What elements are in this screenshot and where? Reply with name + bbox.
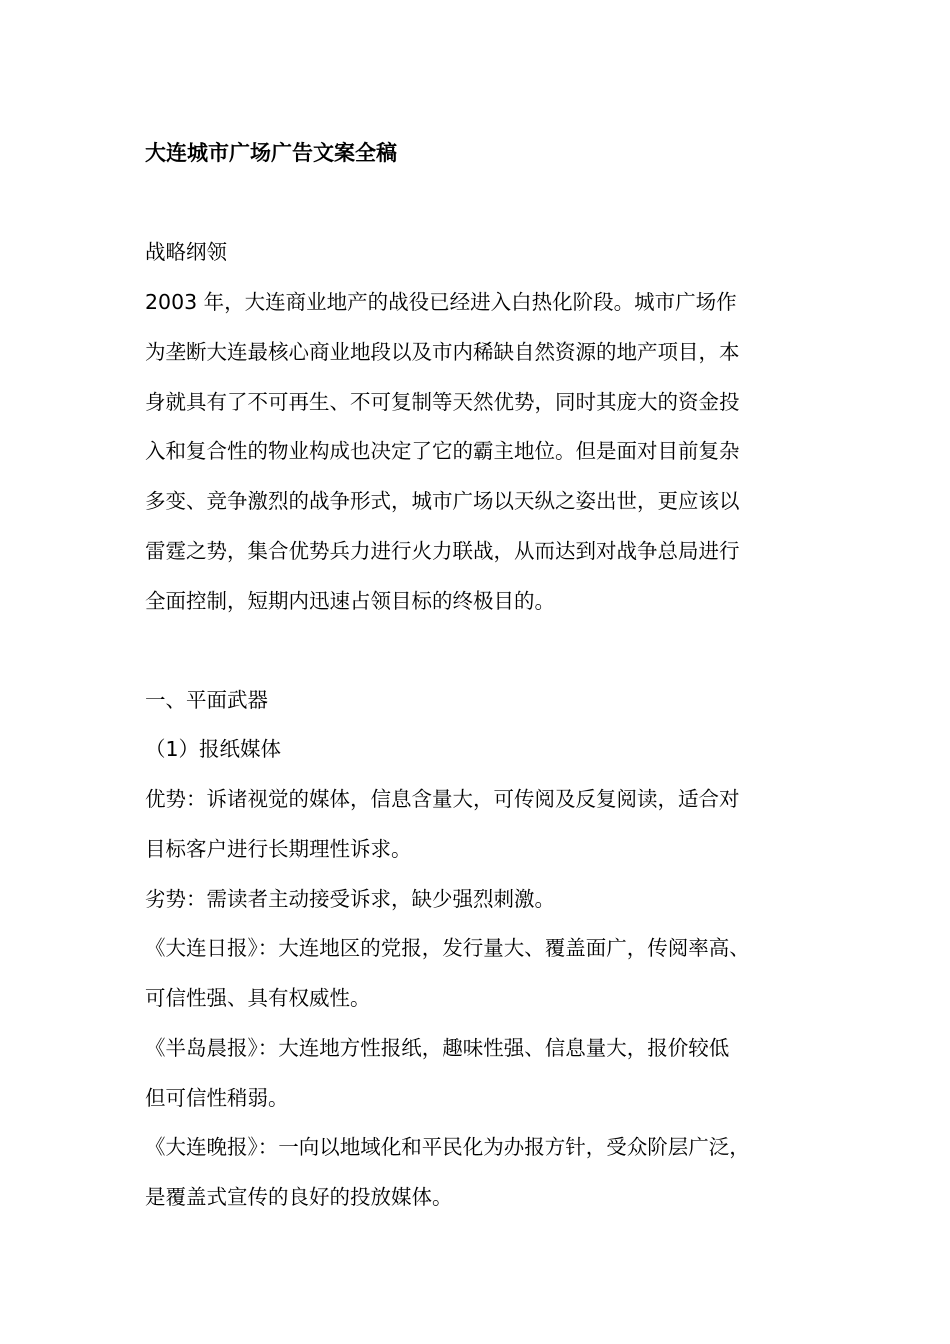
body-line: 劣势：需读者主动接受诉求，缺少强烈刺激。 [145,887,555,911]
strategy-paragraph-line: 身就具有了不可再生、不可复制等天然优势，同时其庞大的资金投 [145,390,740,414]
strategy-paragraph-line: 多变、竞争激烈的战争形式，城市广场以天纵之姿出世，更应该以 [145,489,740,513]
body-line: 可信性强、具有权威性。 [145,986,371,1010]
body-line: 《半岛晨报》：大连地方性报纸，趣味性强、信息量大，报价较低 [145,1036,730,1060]
body-line: 《大连晚报》：一向以地域化和平民化为办报方针，受众阶层广泛， [145,1135,750,1159]
section-heading-print-media: 一、平面武器 [145,688,268,712]
body-line: 《大连日报》：大连地区的党报，发行量大、覆盖面广，传阅率高、 [145,936,750,960]
strategy-paragraph-line: 为垄断大连最核心商业地段以及市内稀缺自然资源的地产项目，本 [145,340,740,364]
body-line: 但可信性稍弱。 [145,1086,289,1110]
document-title: 大连城市广场广告文案全稿 [145,141,397,165]
body-line: 目标客户进行长期理性诉求。 [145,837,412,861]
strategy-paragraph-line: 全面控制，短期内迅速占领目标的终极目的。 [145,589,555,613]
strategy-paragraph-line: 入和复合性的物业构成也决定了它的霸主地位。但是面对目前复杂 [145,439,740,463]
strategy-paragraph-line: 2003 年，大连商业地产的战役已经进入白热化阶段。城市广场作 [145,290,737,314]
subsection-heading-newspaper: （1）报纸媒体 [145,737,282,761]
body-line: 是覆盖式宣传的良好的投放媒体。 [145,1185,453,1209]
body-line: 优势：诉诸视觉的媒体，信息含量大，可传阅及反复阅读，适合对 [145,787,740,811]
section-heading-strategy: 战略纲领 [145,240,227,264]
strategy-paragraph-line: 雷霆之势，集合优势兵力进行火力联战，从而达到对战争总局进行 [145,539,740,563]
